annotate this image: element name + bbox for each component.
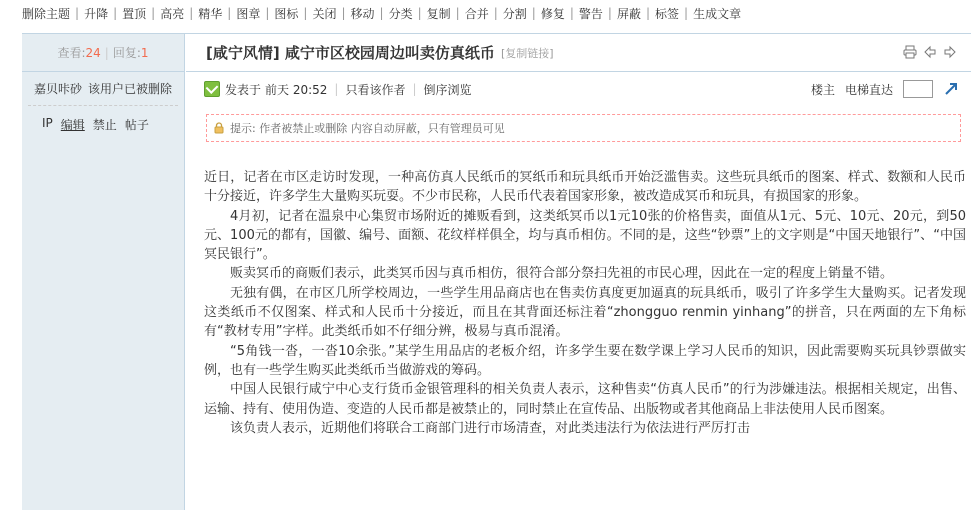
copy-link-button[interactable]: [复制链接] bbox=[500, 46, 554, 60]
toolbar-separator: | bbox=[569, 6, 574, 20]
toolbar-separator: | bbox=[531, 6, 536, 20]
toolbar-separator: | bbox=[379, 6, 384, 20]
toolbar-generate-article[interactable]: 生成文章 bbox=[693, 6, 742, 21]
meta-separator: | bbox=[412, 82, 417, 96]
jump-label: 电梯直达 bbox=[844, 82, 893, 97]
moderation-toolbar bbox=[0, 0, 971, 26]
toolbar-separator: | bbox=[151, 6, 156, 20]
toolbar-separator: | bbox=[417, 6, 422, 20]
content-paragraph: 中国人民银行咸宁中心支行货币金银管理科的相关负责人表示，这种售卖“仿真人民币”的行为涉嫌违法。根据相关规定，出售、运输、持有、使用伪造、变造的人民币都是被禁止的，同时禁止在宣传品、出版物或者其他商品上非法使用人民币图案。 bbox=[204, 382, 966, 417]
toolbar-delete-thread[interactable]: 删除主题 bbox=[22, 6, 71, 21]
author-posts-link[interactable]: 帖子 bbox=[124, 118, 149, 132]
thread-title: [咸宁风情] 咸宁市区校园周边叫卖仿真纸币 bbox=[206, 44, 495, 62]
blocked-notice bbox=[206, 114, 961, 142]
views-count: 24 bbox=[85, 45, 101, 60]
toolbar-repair[interactable]: 修复 bbox=[540, 6, 565, 21]
toolbar-digest[interactable]: 精华 bbox=[198, 6, 223, 21]
author-edit-link[interactable]: 编辑 bbox=[60, 118, 85, 132]
toolbar-split[interactable]: 分割 bbox=[502, 6, 527, 21]
meta-separator: | bbox=[334, 82, 339, 96]
toolbar-separator: | bbox=[684, 6, 689, 20]
toolbar-separator: | bbox=[341, 6, 346, 20]
content-paragraph: “5角钱一沓，一沓10余张。”某学生用品店的老板介绍，许多学生要在数学课上学习人民币的知识，因此需要购买玩具钞票做实例，也有一些学生购买此类纸币当做游戏的筹码。 bbox=[204, 343, 966, 378]
toolbar-merge[interactable]: 合并 bbox=[464, 6, 489, 21]
toolbar-separator: | bbox=[493, 6, 498, 20]
toolbar-stamp[interactable]: 图章 bbox=[236, 6, 261, 21]
author-ban-link[interactable]: 禁止 bbox=[92, 118, 117, 132]
toolbar-copy[interactable]: 复制 bbox=[426, 6, 451, 21]
thread-stats bbox=[22, 34, 184, 72]
toolbar-separator: | bbox=[75, 6, 80, 20]
author-status: 该用户已被删除 bbox=[88, 82, 173, 96]
toolbar-close[interactable]: 关闭 bbox=[312, 6, 337, 21]
author-only-link[interactable]: 只看该作者 bbox=[345, 82, 406, 97]
online-status-icon bbox=[204, 81, 220, 97]
post-content bbox=[204, 168, 966, 438]
content-paragraph: 近日，记者在市区走访时发现，一种高仿真人民纸币的冥纸币和玩具纸币开始泛滥售卖。这些玩具纸币的图案、样式、数额和人民币十分接近，许多学生大量购买玩耍。不少市民称，人民币代表着国家形象，被改造成冥币和玩具，有损国家的形象。 bbox=[204, 170, 966, 205]
author-sidebar bbox=[22, 34, 185, 510]
toolbar-category[interactable]: 分类 bbox=[388, 6, 413, 21]
thread-title-bar bbox=[186, 34, 971, 72]
toolbar-separator: | bbox=[645, 6, 650, 20]
print-icon[interactable] bbox=[903, 45, 917, 59]
reverse-view-link[interactable]: 倒序浏览 bbox=[423, 82, 472, 97]
toolbar-separator: | bbox=[113, 6, 118, 20]
replies-count: 1 bbox=[140, 45, 149, 60]
content-paragraph: 贩卖冥币的商贩们表示，此类冥币因与真币相仿，很符合部分祭扫先祖的市民心理，因此在一定的程度上销量不错。 bbox=[230, 266, 894, 282]
author-name[interactable]: 嘉贝咔砂 bbox=[33, 82, 82, 96]
posted-label: 发表于 bbox=[225, 82, 262, 97]
posted-time: 前天 20:52 bbox=[265, 82, 328, 97]
toolbar-warn[interactable]: 警告 bbox=[578, 6, 603, 21]
toolbar-separator: | bbox=[607, 6, 612, 20]
toolbar-separator: | bbox=[303, 6, 308, 20]
go-arrow-icon[interactable] bbox=[943, 81, 959, 97]
toolbar-separator: | bbox=[189, 6, 194, 20]
author-info bbox=[28, 72, 178, 106]
toolbar-tags[interactable]: 标签 bbox=[655, 6, 680, 21]
lock-icon bbox=[213, 122, 225, 134]
toolbar-sticky[interactable]: 置顶 bbox=[122, 6, 147, 21]
post-meta bbox=[186, 72, 971, 106]
author-admin-links bbox=[22, 106, 184, 133]
content-paragraph: 该负责人表示，近期他们将联合工商部门进行市场清查，对此类违法行为依法进行严厉打击 bbox=[230, 420, 751, 436]
toolbar-move[interactable]: 移动 bbox=[350, 6, 375, 21]
toolbar-block[interactable]: 屏蔽 bbox=[616, 6, 641, 21]
title-actions bbox=[903, 45, 957, 59]
stats-separator: | bbox=[104, 45, 109, 60]
notice-text: 提示: 作者被禁止或删除 内容自动屏蔽，只有管理员可见 bbox=[230, 122, 505, 135]
floor-jump-input[interactable] bbox=[903, 80, 933, 98]
content-paragraph: 4月初，记者在温泉中心集贸市场附近的摊贩看到，这类纸冥币以1元10张的价格售卖，面值从1元、5元、10元、20元，到50元、100元的都有，国徽、编号、面额、花纹样样俱全，均与真币相仿。不同的是，这些“钞票”上的文字则是“中国天地银行”、“中国冥民银行”。 bbox=[204, 208, 966, 263]
next-thread-icon[interactable] bbox=[943, 45, 957, 59]
floor-label: 楼主 bbox=[810, 82, 835, 97]
views-label: 查看: bbox=[57, 46, 86, 60]
replies-label: 回复: bbox=[112, 46, 141, 60]
toolbar-highlight[interactable]: 高亮 bbox=[160, 6, 185, 21]
author-ip-link[interactable]: IP bbox=[42, 116, 53, 130]
floor-nav bbox=[811, 80, 959, 98]
toolbar-icon[interactable]: 图标 bbox=[274, 6, 299, 21]
toolbar-separator: | bbox=[265, 6, 270, 20]
prev-thread-icon[interactable] bbox=[923, 45, 937, 59]
toolbar-separator: | bbox=[455, 6, 460, 20]
content-paragraph: 无独有偶，在市区几所学校周边，一些学生用品商店也在售卖仿真度更加逼真的玩具纸币，吸引了许多学生大量购买。记者发现这类纸币不仅图案、样式和人民币十分接近，而且在其背面还标注着“zhongguo renmin yinhang”的拼音，只在两面的左下角标有“教材专用”字样。此类纸币如不仔细分辨，极易与真币混淆。 bbox=[204, 285, 966, 340]
toolbar-bump[interactable]: 升降 bbox=[84, 6, 109, 21]
toolbar-separator: | bbox=[227, 6, 232, 20]
